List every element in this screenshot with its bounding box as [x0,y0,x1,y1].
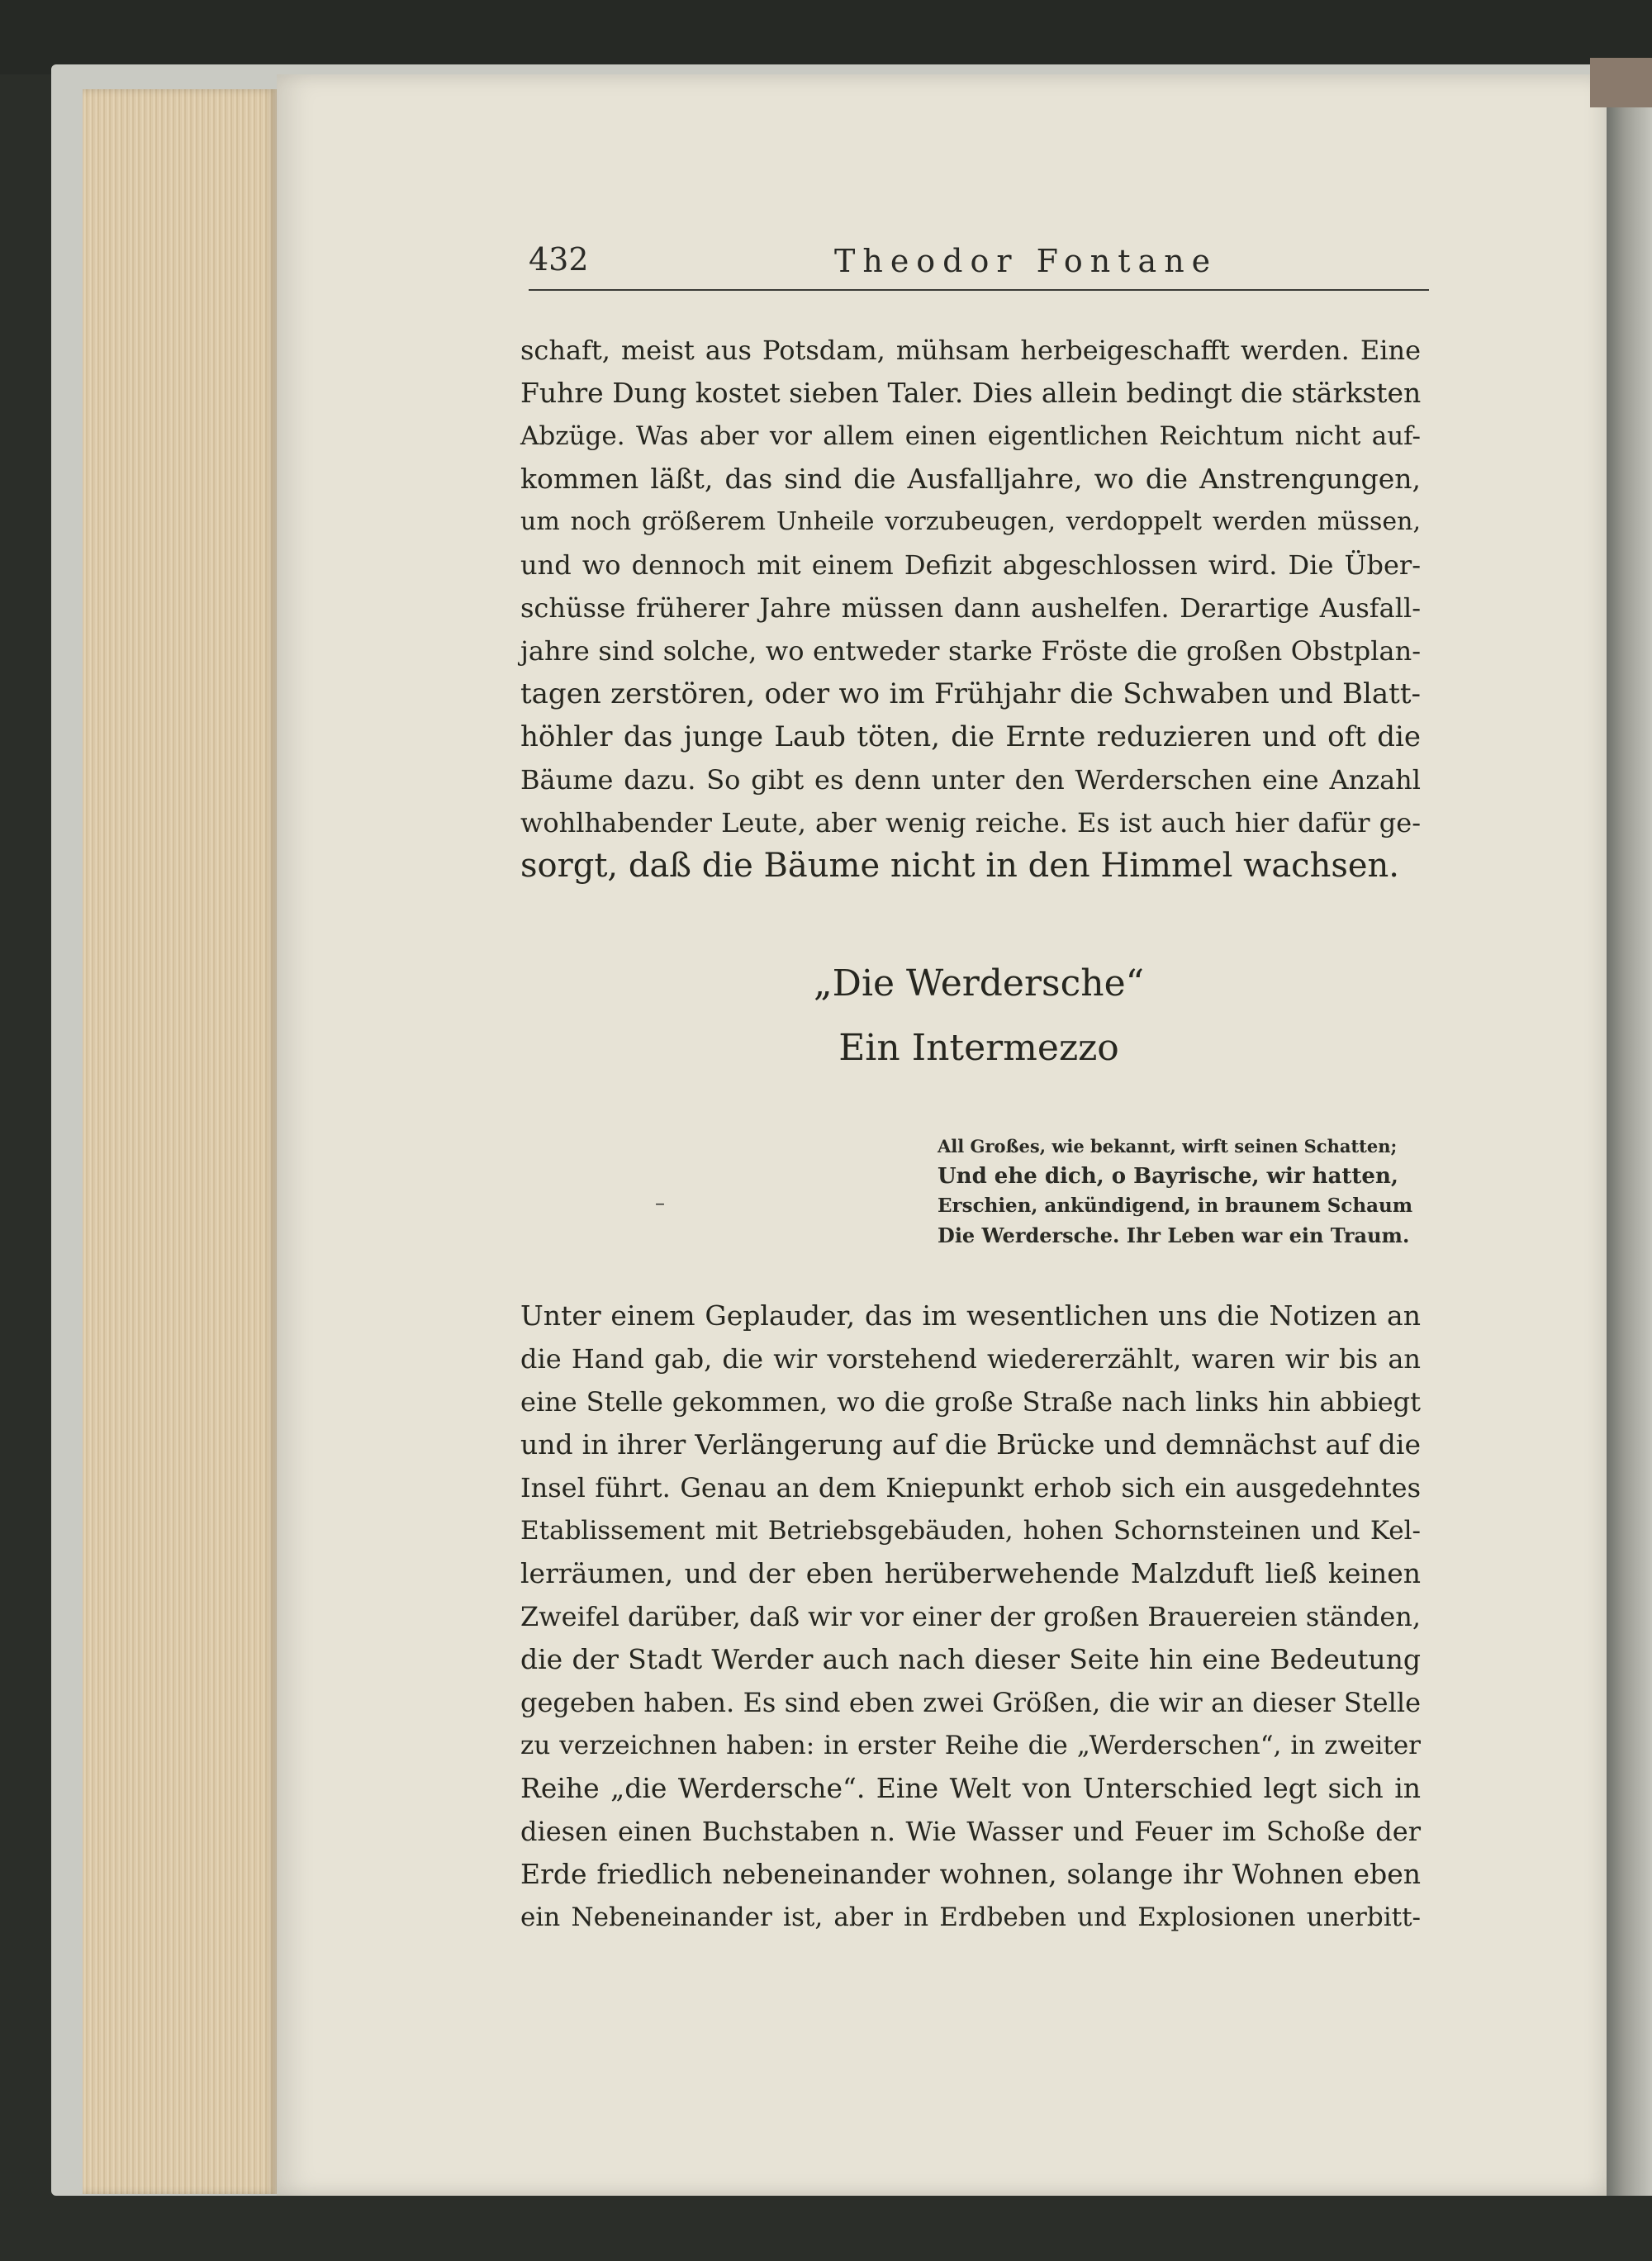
text-line: diesen einen Buchstaben n. Wie Wasser und Feuer im Schoße der [520,1816,1421,1847]
section-subtitle: Ein Intermezzo [838,1027,1119,1069]
text-line: schüsse früherer Jahre müssen dann aushelfen. Derartige Ausfall- [520,592,1421,624]
text-line: die Hand gab, die wir vorstehend wiedererzählt, waren wir bis an [520,1343,1421,1375]
background-top [0,0,1652,74]
dash-mark: – [655,1191,665,1214]
text-line: Etablissement mit Betriebsgebäuden, hohen Schornsteinen und Kel- [520,1516,1421,1546]
text-line: eine Stelle gekommen, wo die große Straße nach links hin abbiegt [520,1386,1421,1418]
text-line: schaft, meist aus Potsdam, mühsam herbeigeschafft werden. Eine [520,335,1421,366]
text-line: Reihe „die Werdersche“. Eine Welt von Unterschied legt sich in [520,1772,1421,1804]
text-line: die der Stadt Werder auch nach dieser Seite hin eine Bedeutung [520,1643,1421,1675]
section-title: „Die Werdersche“ [813,962,1145,1005]
paragraph-2 [520,1294,1421,1939]
text-line: um noch größerem Unheile vorzubeugen, verdoppelt werden müssen, [520,507,1421,536]
text-line: und in ihrer Verlängerung auf die Brücke und demnächst auf die [520,1428,1421,1461]
page-edges-stack [83,89,277,2194]
text-line: Zweifel darüber, daß wir vor einer der großen Brauereien ständen, [520,1601,1422,1632]
text-line: gegeben haben. Es sind eben zwei Größen, die wir an dieser Stelle [520,1687,1421,1718]
epigraph [938,1132,1417,1251]
epigraph-line: Erschien, ankündigend, in braunem Schaum [938,1195,1413,1217]
text-line: jahre sind solche, wo entweder starke Fröste die großen Obstplan- [520,635,1421,667]
text-line: Insel führt. Genau an dem Kniepunkt erhob sich ein ausgedehntes [520,1472,1421,1503]
text-line: und wo dennoch mit einem Defizit abgeschlossen wird. Die Über- [520,549,1421,581]
page-header [529,241,1429,291]
text-line: sorgt, daß die Bäume nicht in den Himmel wachsen. [520,847,1400,885]
text-line: Bäume dazu. So gibt es denn unter den Werderschen eine Anzahl [520,764,1421,796]
text-line: ein Nebeneinander ist, aber in Erdbeben und Explosionen unerbitt- [520,1902,1421,1932]
epigraph-line: Die Werdersche. Ihr Leben war ein Traum. [938,1223,1410,1247]
text-line: Unter einem Geplauder, das im wesentlichen uns die Notizen an [520,1299,1421,1332]
running-head: Theodor Fontane [834,243,1218,279]
bookmark-ribbon [1590,58,1652,107]
paragraph-1 [520,329,1421,887]
text-line: höhler das junge Laub töten, die Ernte reduzieren und oft die [520,720,1421,753]
text-line: Erde friedlich nebeneinander wohnen, solange ihr Wohnen eben [520,1858,1421,1890]
text-line: Abzüge. Was aber vor allem einen eigentlichen Reichtum nicht auf- [520,421,1421,451]
text-line: tagen zerstören, oder wo im Frühjahr die Schwaben und Blatt- [520,677,1421,710]
text-line: wohlhabender Leute, aber wenig reiche. Es ist auch hier dafür ge- [520,807,1421,838]
text-line: Fuhre Dung kostet sieben Taler. Dies allein bedingt die stärksten [520,377,1422,409]
epigraph-line: Und ehe dich, o Bayrische, wir hatten, [938,1164,1398,1189]
page-number: 432 [529,241,589,278]
text-line: zu verzeichnen haben: in erster Reihe die „Werderschen“, in zweiter [520,1731,1421,1760]
text-line: lerräumen, und der eben herüberwehende Malzduft ließ keinen [520,1557,1421,1589]
facing-page-edge [1607,74,1652,2196]
text-line: kommen läßt, das sind die Ausfalljahre, wo die Anstrengungen, [520,463,1421,495]
epigraph-line: All Großes, wie bekannt, wirft seinen Schatten; [938,1136,1398,1157]
